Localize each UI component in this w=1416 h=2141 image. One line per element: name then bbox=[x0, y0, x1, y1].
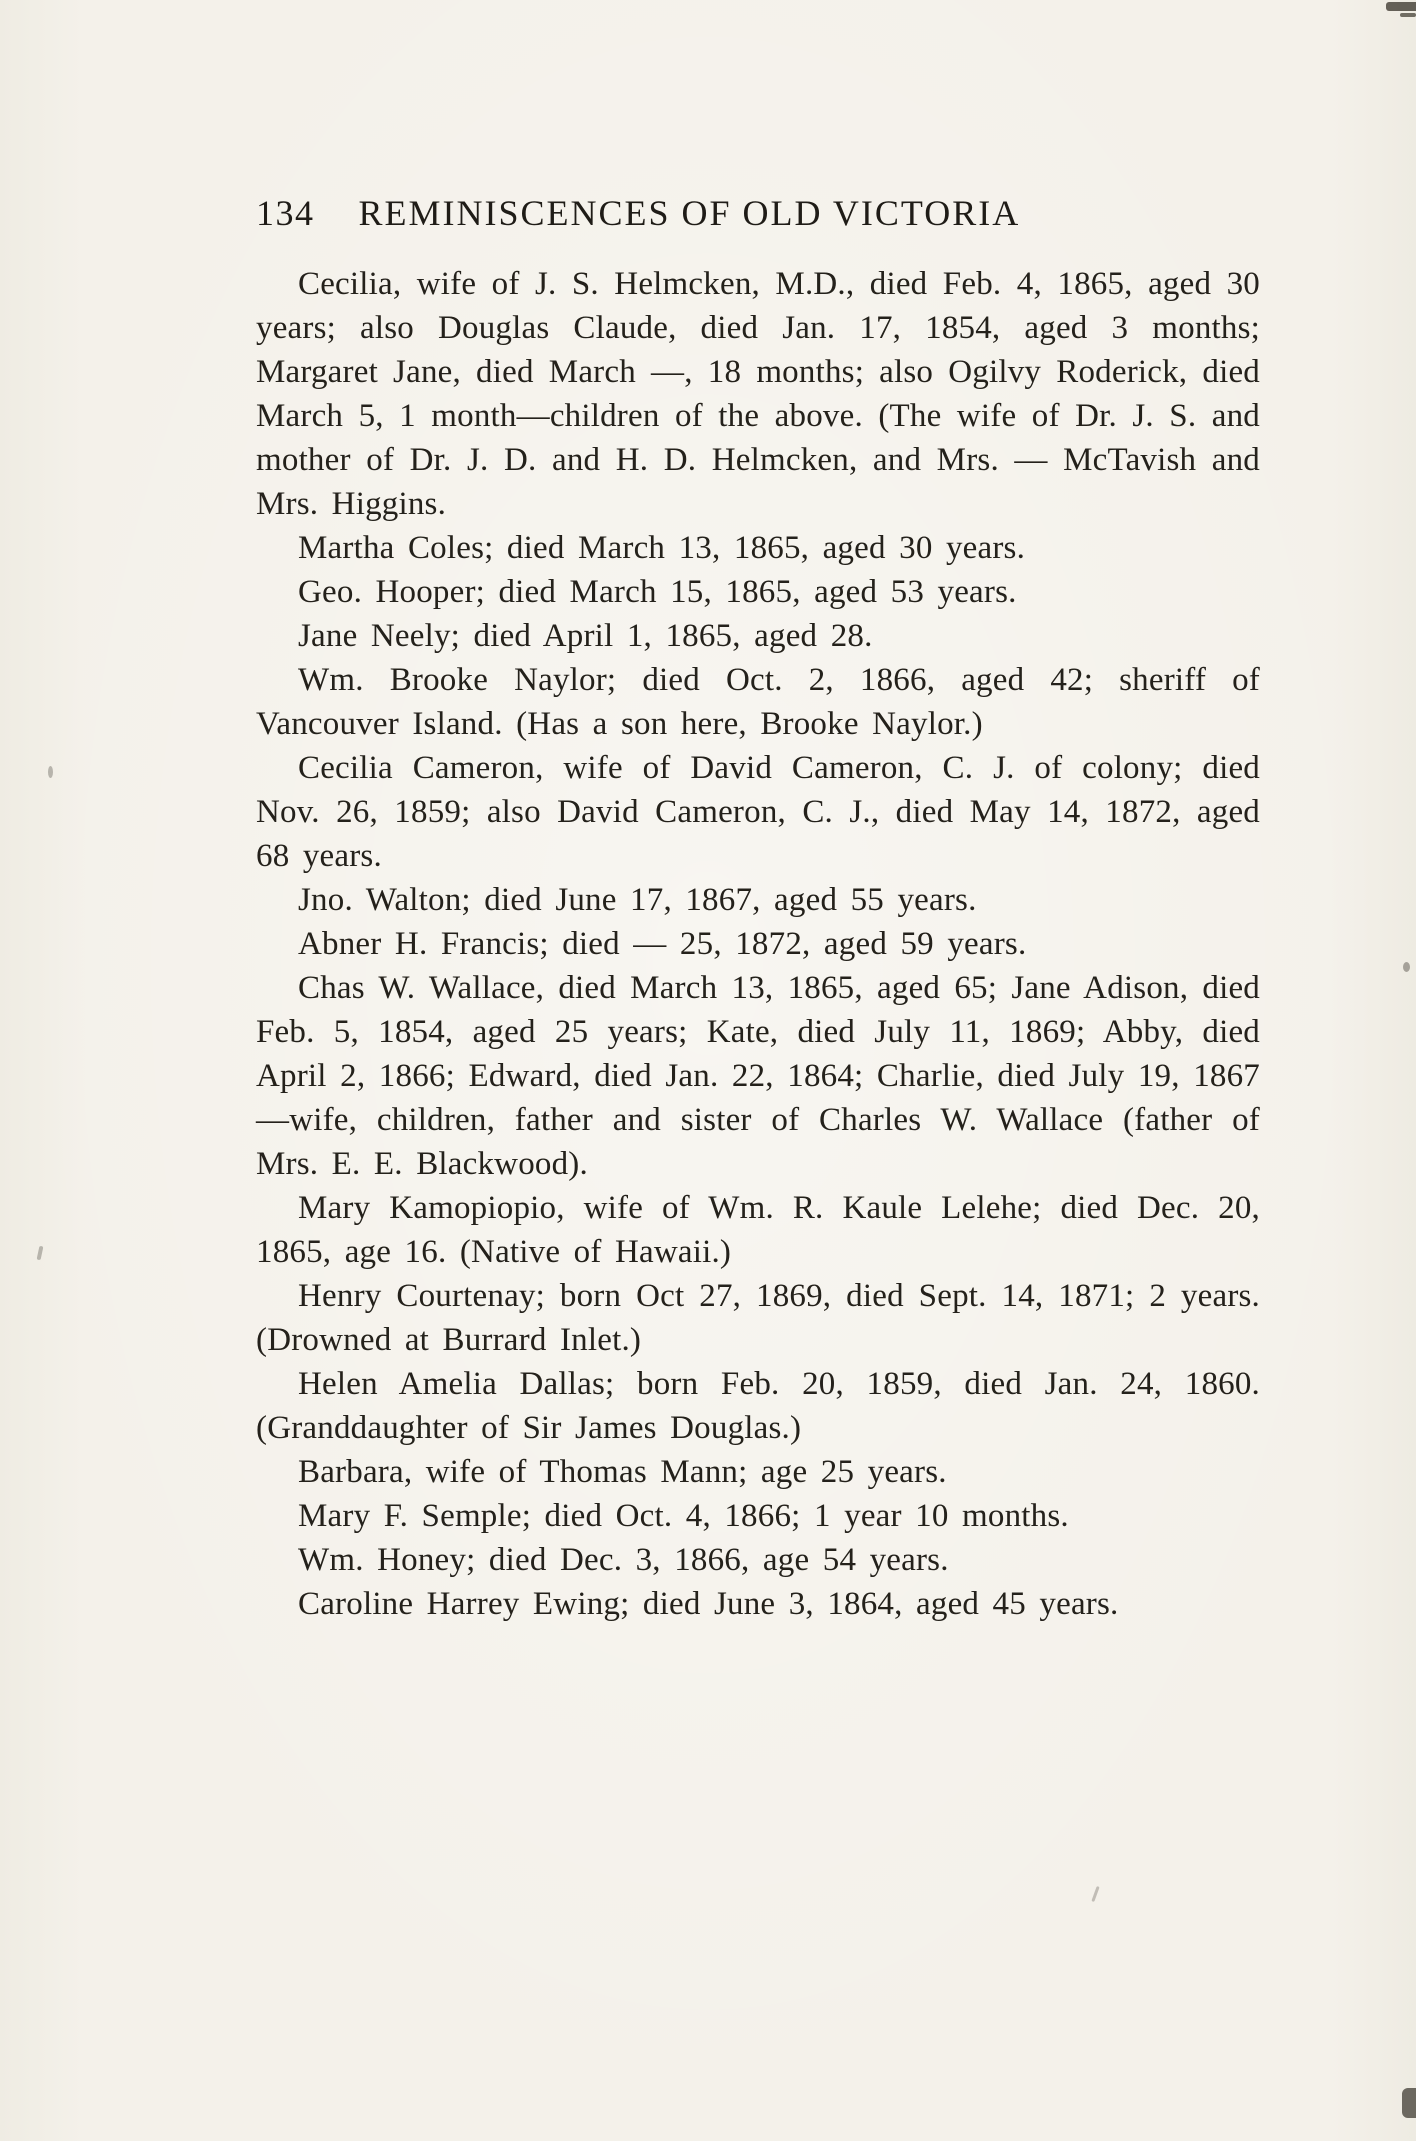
page-number: 134 bbox=[256, 193, 315, 233]
scan-artifact-speck bbox=[1403, 962, 1410, 972]
scan-artifact-speck bbox=[48, 766, 53, 778]
record-paragraph: Wm. Honey; died Dec. 3, 1866, age 54 years. bbox=[298, 1542, 949, 1578]
record-paragraph: Mary F. Semple; died Oct. 4, 1866; 1 year 10 months. bbox=[298, 1498, 1069, 1534]
record-paragraph: Wm. Brooke Naylor; died Oct. 2, 1866, aged 42; sheriff of Vancouver Island. (Has a son here, Brooke Naylor.) bbox=[256, 662, 1260, 742]
record-paragraph: Jno. Walton; died June 17, 1867, aged 55 years. bbox=[298, 882, 977, 918]
record-paragraph: Geo. Hooper; died March 15, 1865, aged 53 years. bbox=[298, 574, 1017, 610]
record-paragraph: Cecilia, wife of J. S. Helmcken, M.D., died Feb. 4, 1865, aged 30 years; also Douglas Claude, died Jan. 17, 1854, aged 3 months; Margaret Jane, died March —, 18 months; also Ogilvy Roderick, died March 5, 1 month—children of the above. (The wife of Dr. J. S. and mother of Dr. J. D. and H. D. Helmcken, and Mrs. — McTavish and Mrs. Higgins. bbox=[256, 266, 1260, 522]
record-paragraph: Henry Courtenay; born Oct 27, 1869, died Sept. 14, 1871; 2 years. (Drowned at Burrard Inlet.) bbox=[256, 1278, 1260, 1358]
record-paragraph: Mary Kamopiopio, wife of Wm. R. Kaule Lelehe; died Dec. 20, 1865, age 16. (Native of Hawaii.) bbox=[256, 1190, 1260, 1270]
record-paragraph: Chas W. Wallace, died March 13, 1865, aged 65; Jane Adison, died Feb. 5, 1854, aged 25 years; Kate, died July 11, 1869; Abby, died April 2, 1866; Edward, died Jan. 22, 1864; Charlie, died July 19, 1867—wife, children, father and sister of Charles W. Wallace (father of Mrs. E. E. Blackwood). bbox=[256, 970, 1260, 1182]
scan-artifact-corner bbox=[1386, 2, 1416, 11]
record-paragraph: Cecilia Cameron, wife of David Cameron, C. J. of colony; died Nov. 26, 1859; also David Cameron, C. J., died May 14, 1872, aged 68 years. bbox=[256, 750, 1260, 874]
record-paragraph: Barbara, wife of Thomas Mann; age 25 years. bbox=[298, 1454, 947, 1490]
record-paragraph: Helen Amelia Dallas; born Feb. 20, 1859, died Jan. 24, 1860. (Granddaughter of Sir James Douglas.) bbox=[256, 1366, 1260, 1446]
record-paragraph: Caroline Harrey Ewing; died June 3, 1864, aged 45 years. bbox=[298, 1586, 1119, 1622]
record-paragraph: Martha Coles; died March 13, 1865, aged 30 years. bbox=[298, 530, 1026, 566]
record-paragraph: Abner H. Francis; died — 25, 1872, aged 59 years. bbox=[298, 926, 1027, 962]
text-column bbox=[256, 192, 1260, 1626]
text-block bbox=[256, 262, 1260, 1626]
scan-artifact-smudge bbox=[1402, 2088, 1416, 2118]
scan-artifact-speck bbox=[37, 1246, 44, 1261]
page-header bbox=[256, 192, 1260, 234]
scan-artifact-speck bbox=[1091, 1886, 1099, 1902]
record-paragraph: Jane Neely; died April 1, 1865, aged 28. bbox=[298, 618, 873, 654]
page-title: REMINISCENCES OF OLD VICTORIA bbox=[358, 193, 1021, 233]
